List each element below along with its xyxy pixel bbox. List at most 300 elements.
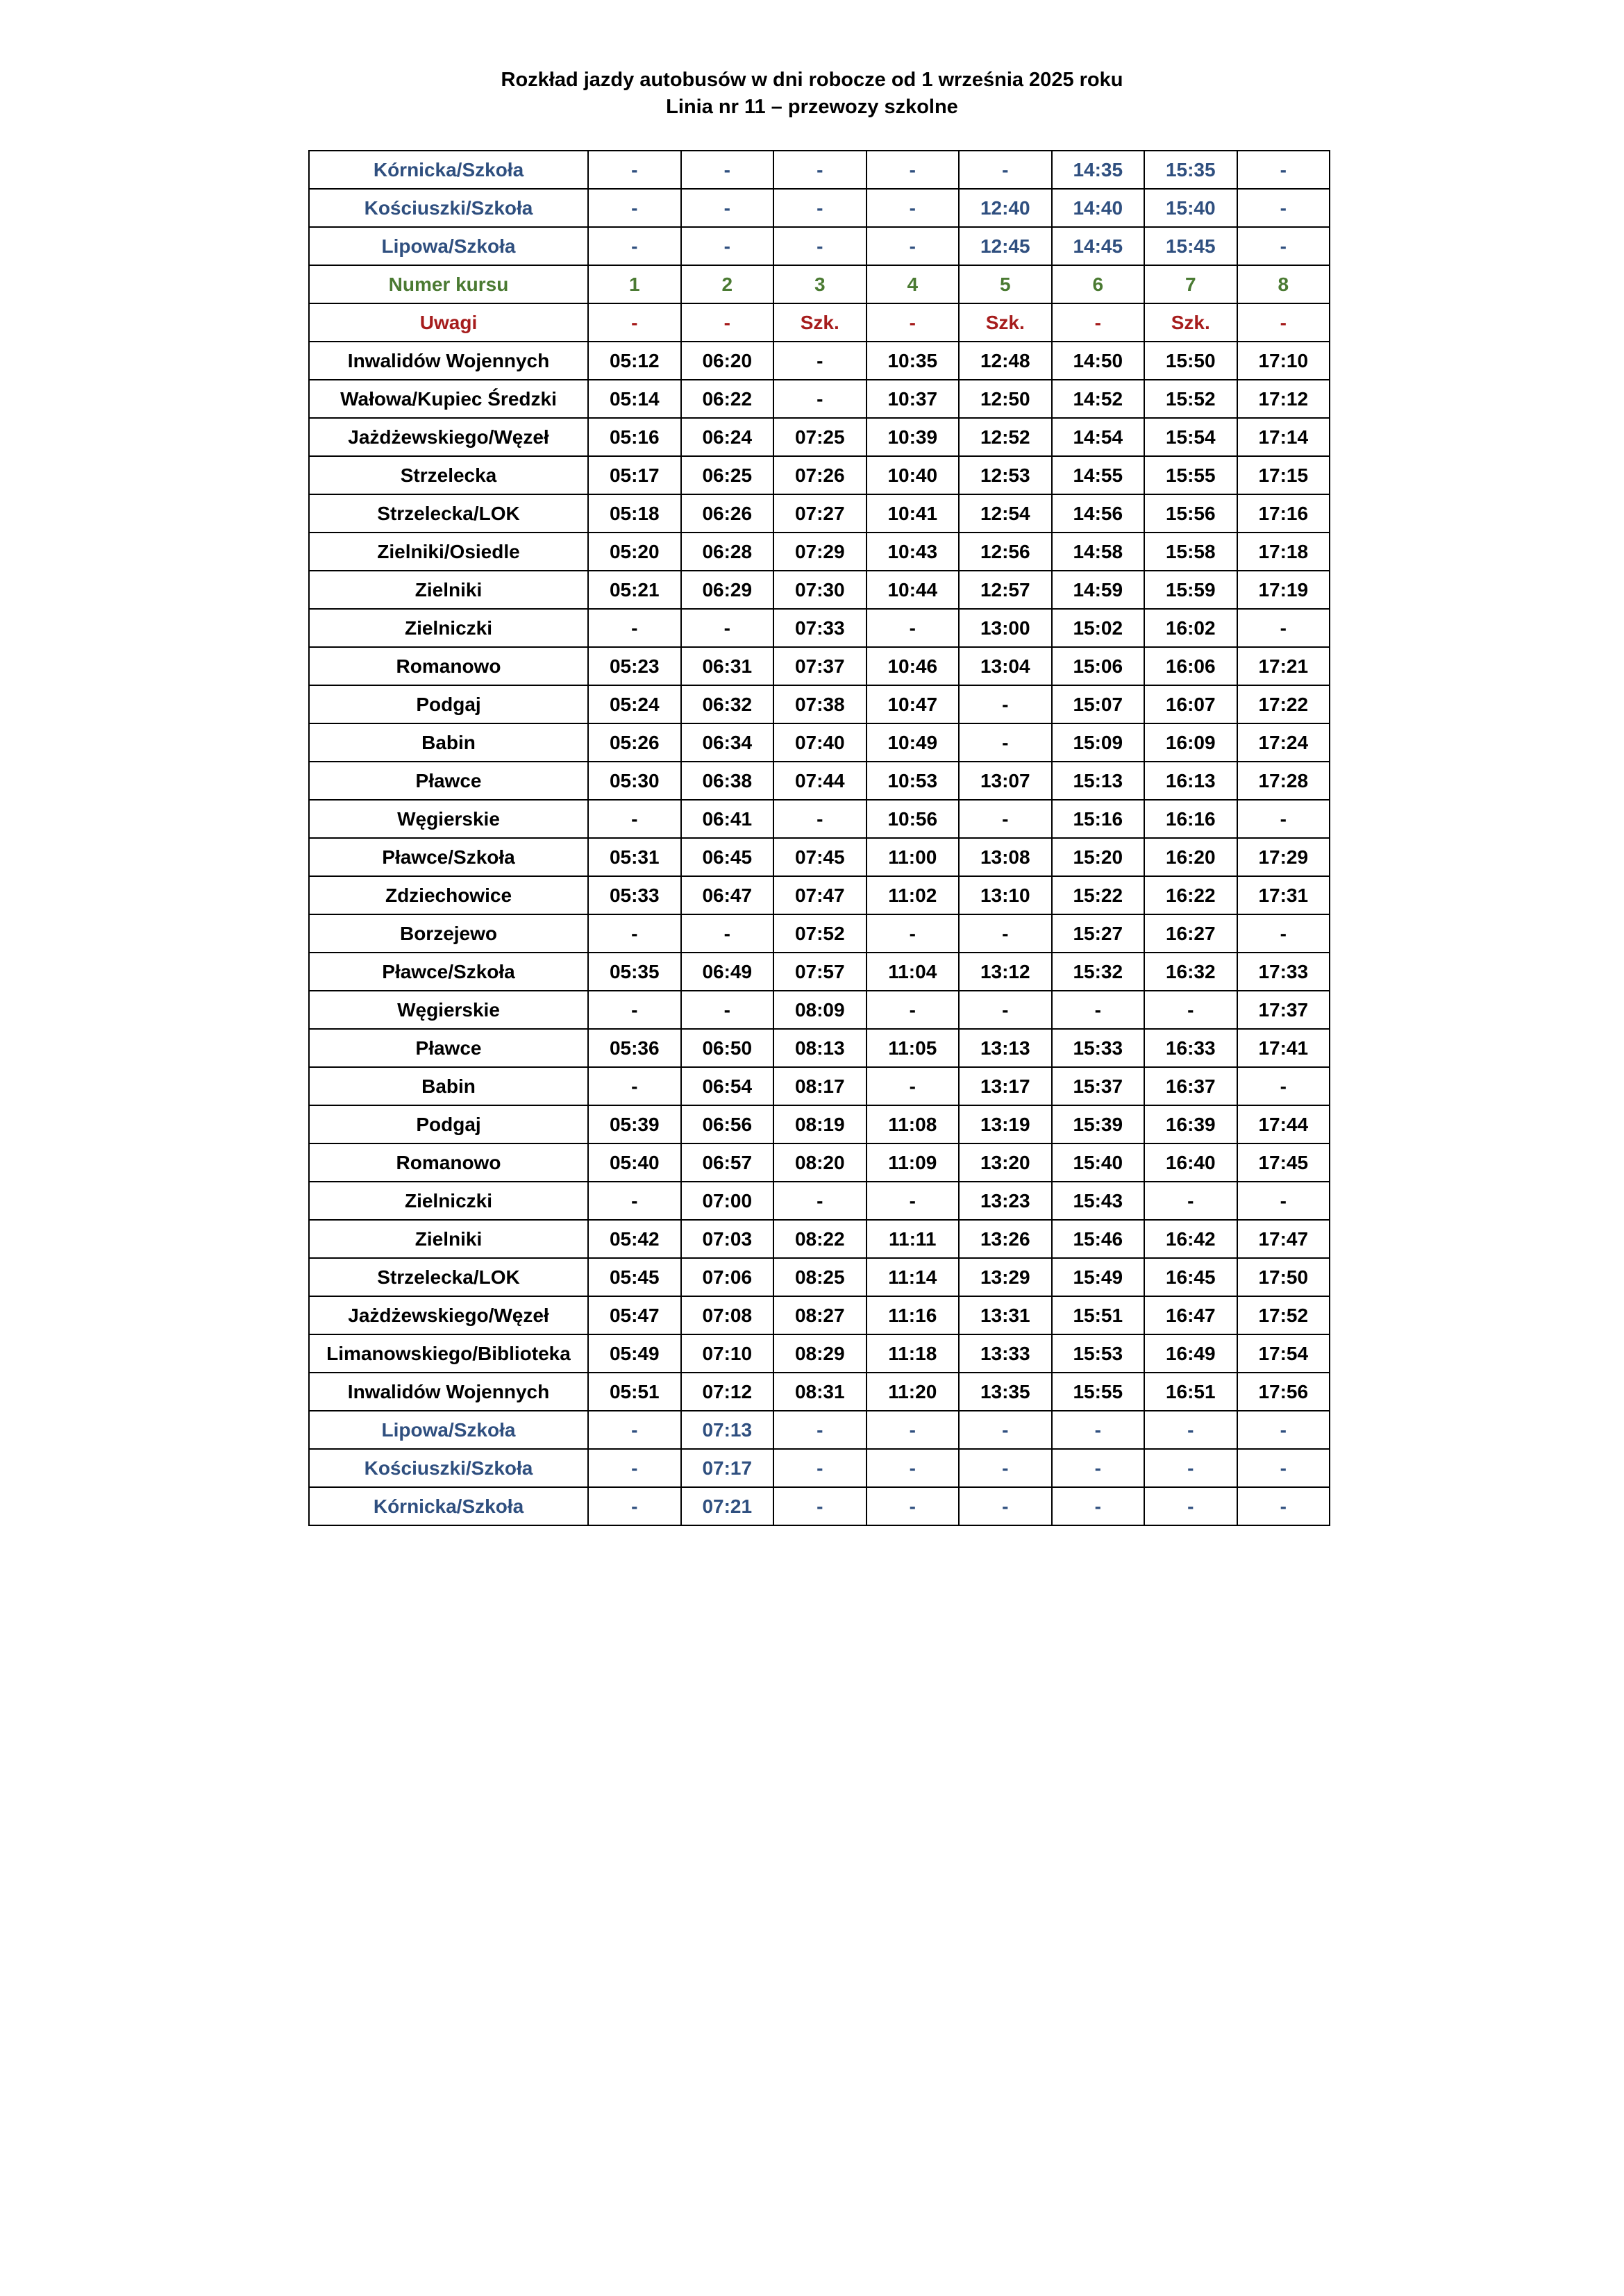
time-cell: 13:23 <box>959 1182 1052 1220</box>
time-cell: 15:35 <box>1144 151 1237 189</box>
table-row <box>309 1143 1330 1182</box>
time-cell: 17:16 <box>1237 494 1330 533</box>
time-cell: - <box>867 991 960 1029</box>
time-cell: 06:47 <box>681 876 774 914</box>
time-cell: 1 <box>588 265 681 303</box>
time-cell: 15:43 <box>1052 1182 1145 1220</box>
time-cell: 15:58 <box>1144 533 1237 571</box>
time-cell: 17:54 <box>1237 1334 1330 1373</box>
time-cell: 08:09 <box>773 991 867 1029</box>
time-cell: 14:59 <box>1052 571 1145 609</box>
time-cell: 17:37 <box>1237 991 1330 1029</box>
table-row <box>309 265 1330 303</box>
time-cell: 16:07 <box>1144 685 1237 723</box>
time-cell: 12:54 <box>959 494 1052 533</box>
document-title <box>0 67 1624 121</box>
time-cell: 07:47 <box>773 876 867 914</box>
time-cell: - <box>1237 800 1330 838</box>
time-cell: 17:19 <box>1237 571 1330 609</box>
time-cell: 16:06 <box>1144 647 1237 685</box>
time-cell: 17:47 <box>1237 1220 1330 1258</box>
time-cell: 13:19 <box>959 1105 1052 1143</box>
time-cell: - <box>1052 303 1145 342</box>
time-cell: - <box>588 1449 681 1487</box>
time-cell: 08:20 <box>773 1143 867 1182</box>
time-cell: 12:52 <box>959 418 1052 456</box>
time-cell: - <box>1144 1182 1237 1220</box>
time-cell: 15:51 <box>1052 1296 1145 1334</box>
time-cell: - <box>959 723 1052 762</box>
table-row <box>309 1029 1330 1067</box>
time-cell: 17:18 <box>1237 533 1330 571</box>
time-cell: 05:47 <box>588 1296 681 1334</box>
time-cell: 17:31 <box>1237 876 1330 914</box>
time-cell: 10:44 <box>867 571 960 609</box>
time-cell: 17:10 <box>1237 342 1330 380</box>
time-cell: - <box>773 151 867 189</box>
time-cell: - <box>588 914 681 953</box>
time-cell: Szk. <box>1144 303 1237 342</box>
table-row <box>309 494 1330 533</box>
time-cell: - <box>773 1411 867 1449</box>
time-cell: 13:31 <box>959 1296 1052 1334</box>
time-cell: 12:45 <box>959 227 1052 265</box>
time-cell: 15:13 <box>1052 762 1145 800</box>
time-cell: - <box>1237 303 1330 342</box>
time-cell: 15:40 <box>1144 189 1237 227</box>
time-cell: - <box>1237 609 1330 647</box>
table-row <box>309 151 1330 189</box>
time-cell: 05:16 <box>588 418 681 456</box>
time-cell: 15:39 <box>1052 1105 1145 1143</box>
time-cell: 10:41 <box>867 494 960 533</box>
time-cell: - <box>867 303 960 342</box>
time-cell: 15:06 <box>1052 647 1145 685</box>
time-cell: - <box>773 189 867 227</box>
time-cell: 17:28 <box>1237 762 1330 800</box>
stop-name-cell: Pławce/Szkoła <box>309 838 588 876</box>
time-cell: 05:17 <box>588 456 681 494</box>
time-cell: 07:10 <box>681 1334 774 1373</box>
stop-name-cell: Wałowa/Kupiec Średzki <box>309 380 588 418</box>
time-cell: 05:45 <box>588 1258 681 1296</box>
table-row <box>309 1067 1330 1105</box>
table-row <box>309 380 1330 418</box>
time-cell: 11:04 <box>867 953 960 991</box>
time-cell: - <box>773 1487 867 1525</box>
table-row <box>309 1449 1330 1487</box>
time-cell: - <box>867 609 960 647</box>
time-cell: 16:47 <box>1144 1296 1237 1334</box>
time-cell: Szk. <box>773 303 867 342</box>
time-cell: 05:26 <box>588 723 681 762</box>
table-row <box>309 914 1330 953</box>
time-cell: - <box>1237 1067 1330 1105</box>
time-cell: 07:26 <box>773 456 867 494</box>
time-cell: 15:49 <box>1052 1258 1145 1296</box>
table-row <box>309 571 1330 609</box>
time-cell: 12:53 <box>959 456 1052 494</box>
time-cell: 13:07 <box>959 762 1052 800</box>
time-cell: 06:31 <box>681 647 774 685</box>
time-cell: 16:49 <box>1144 1334 1237 1373</box>
time-cell: 16:32 <box>1144 953 1237 991</box>
time-cell: - <box>1144 1487 1237 1525</box>
time-cell: 10:40 <box>867 456 960 494</box>
time-cell: 07:40 <box>773 723 867 762</box>
time-cell: 12:56 <box>959 533 1052 571</box>
time-cell: 16:02 <box>1144 609 1237 647</box>
time-cell: 15:02 <box>1052 609 1145 647</box>
table-row <box>309 953 1330 991</box>
stop-name-cell: Zdziechowice <box>309 876 588 914</box>
time-cell: 11:08 <box>867 1105 960 1143</box>
time-cell: 17:21 <box>1237 647 1330 685</box>
time-cell: 06:45 <box>681 838 774 876</box>
stop-name-cell: Romanowo <box>309 647 588 685</box>
time-cell: 07:13 <box>681 1411 774 1449</box>
time-cell: 15:52 <box>1144 380 1237 418</box>
time-cell: - <box>1052 1487 1145 1525</box>
time-cell: 11:00 <box>867 838 960 876</box>
time-cell: 15:45 <box>1144 227 1237 265</box>
time-cell: 07:12 <box>681 1373 774 1411</box>
time-cell: 17:29 <box>1237 838 1330 876</box>
time-cell: 07:57 <box>773 953 867 991</box>
title-line-1: Rozkład jazdy autobusów w dni robocze od 1 września 2025 roku <box>501 69 1123 91</box>
time-cell: 14:54 <box>1052 418 1145 456</box>
table-row <box>309 876 1330 914</box>
time-cell: - <box>773 227 867 265</box>
time-cell: 06:50 <box>681 1029 774 1067</box>
table-row <box>309 189 1330 227</box>
time-cell: - <box>959 991 1052 1029</box>
time-cell: 07:17 <box>681 1449 774 1487</box>
time-cell: 08:25 <box>773 1258 867 1296</box>
time-cell: 06:25 <box>681 456 774 494</box>
table-row <box>309 991 1330 1029</box>
time-cell: 06:32 <box>681 685 774 723</box>
time-cell: 17:14 <box>1237 418 1330 456</box>
time-cell: 10:39 <box>867 418 960 456</box>
time-cell: 17:12 <box>1237 380 1330 418</box>
time-cell: - <box>1237 227 1330 265</box>
time-cell: 17:33 <box>1237 953 1330 991</box>
time-cell: 13:35 <box>959 1373 1052 1411</box>
time-cell: 06:38 <box>681 762 774 800</box>
time-cell: - <box>588 1182 681 1220</box>
time-cell: 15:09 <box>1052 723 1145 762</box>
time-cell: - <box>1052 991 1145 1029</box>
time-cell: 13:29 <box>959 1258 1052 1296</box>
table-row <box>309 685 1330 723</box>
time-cell: 10:49 <box>867 723 960 762</box>
time-cell: 13:17 <box>959 1067 1052 1105</box>
time-cell: 10:47 <box>867 685 960 723</box>
time-cell: 15:27 <box>1052 914 1145 953</box>
table-row <box>309 1296 1330 1334</box>
stop-name-cell: Borzejewo <box>309 914 588 953</box>
time-cell: - <box>867 1182 960 1220</box>
time-cell: - <box>773 1182 867 1220</box>
time-cell: 08:29 <box>773 1334 867 1373</box>
stop-name-cell: Inwalidów Wojennych <box>309 1373 588 1411</box>
time-cell: - <box>681 227 774 265</box>
table-row <box>309 418 1330 456</box>
time-cell: 11:16 <box>867 1296 960 1334</box>
time-cell: - <box>959 914 1052 953</box>
time-cell: 05:39 <box>588 1105 681 1143</box>
time-cell: 08:19 <box>773 1105 867 1143</box>
time-cell: 17:52 <box>1237 1296 1330 1334</box>
time-cell: 07:29 <box>773 533 867 571</box>
time-cell: 13:08 <box>959 838 1052 876</box>
table-row <box>309 1105 1330 1143</box>
time-cell: - <box>1052 1449 1145 1487</box>
table-row <box>309 1373 1330 1411</box>
table-row <box>309 1220 1330 1258</box>
stop-name-cell: Jażdżewskiego/Węzeł <box>309 1296 588 1334</box>
stop-name-cell: Inwalidów Wojennych <box>309 342 588 380</box>
time-cell: 17:56 <box>1237 1373 1330 1411</box>
time-cell: 05:36 <box>588 1029 681 1067</box>
time-cell: 16:20 <box>1144 838 1237 876</box>
table-row <box>309 1182 1330 1220</box>
time-cell: 15:54 <box>1144 418 1237 456</box>
time-cell: 05:12 <box>588 342 681 380</box>
time-cell: 07:06 <box>681 1258 774 1296</box>
time-cell: - <box>681 914 774 953</box>
time-cell: - <box>681 151 774 189</box>
stop-name-cell: Pławce/Szkoła <box>309 953 588 991</box>
time-cell: 05:18 <box>588 494 681 533</box>
time-cell: - <box>681 303 774 342</box>
title-line-2: Linia nr 11 – przewozy szkolne <box>666 96 958 118</box>
time-cell: 05:23 <box>588 647 681 685</box>
time-cell: 06:20 <box>681 342 774 380</box>
time-cell: 17:24 <box>1237 723 1330 762</box>
table-row <box>309 342 1330 380</box>
time-cell: 10:37 <box>867 380 960 418</box>
stop-name-cell: Strzelecka/LOK <box>309 1258 588 1296</box>
time-cell: 05:21 <box>588 571 681 609</box>
table-row <box>309 533 1330 571</box>
stop-name-cell: Kościuszki/Szkoła <box>309 1449 588 1487</box>
time-cell: - <box>1237 189 1330 227</box>
time-cell: - <box>1052 1411 1145 1449</box>
time-cell: 06:54 <box>681 1067 774 1105</box>
time-cell: 06:24 <box>681 418 774 456</box>
time-cell: 14:55 <box>1052 456 1145 494</box>
time-cell: - <box>588 151 681 189</box>
time-cell: - <box>867 227 960 265</box>
time-cell: 11:09 <box>867 1143 960 1182</box>
time-cell: 07:38 <box>773 685 867 723</box>
time-cell: - <box>681 189 774 227</box>
time-cell: 17:45 <box>1237 1143 1330 1182</box>
timetable-table <box>308 150 1330 1526</box>
time-cell: - <box>1144 991 1237 1029</box>
time-cell: 15:40 <box>1052 1143 1145 1182</box>
time-cell: 14:58 <box>1052 533 1145 571</box>
time-cell: - <box>588 1067 681 1105</box>
time-cell: 8 <box>1237 265 1330 303</box>
time-cell: 17:41 <box>1237 1029 1330 1067</box>
time-cell: 05:20 <box>588 533 681 571</box>
time-cell: 15:53 <box>1052 1334 1145 1373</box>
table-row <box>309 762 1330 800</box>
time-cell: 15:32 <box>1052 953 1145 991</box>
time-cell: 06:56 <box>681 1105 774 1143</box>
time-cell: 14:45 <box>1052 227 1145 265</box>
table-row <box>309 838 1330 876</box>
stop-name-cell: Jażdżewskiego/Węzeł <box>309 418 588 456</box>
stop-name-cell: Numer kursu <box>309 265 588 303</box>
time-cell: 10:56 <box>867 800 960 838</box>
time-cell: 16:16 <box>1144 800 1237 838</box>
time-cell: 16:09 <box>1144 723 1237 762</box>
time-cell: 14:40 <box>1052 189 1145 227</box>
stop-name-cell: Zielniki <box>309 1220 588 1258</box>
time-cell: 06:22 <box>681 380 774 418</box>
table-row <box>309 1411 1330 1449</box>
time-cell: - <box>588 227 681 265</box>
time-cell: 5 <box>959 265 1052 303</box>
time-cell: 7 <box>1144 265 1237 303</box>
time-cell: 05:14 <box>588 380 681 418</box>
time-cell: Szk. <box>959 303 1052 342</box>
table-row <box>309 723 1330 762</box>
stop-name-cell: Lipowa/Szkoła <box>309 227 588 265</box>
time-cell: 17:15 <box>1237 456 1330 494</box>
time-cell: 05:30 <box>588 762 681 800</box>
stop-name-cell: Podgaj <box>309 1105 588 1143</box>
time-cell: 16:45 <box>1144 1258 1237 1296</box>
time-cell: 16:33 <box>1144 1029 1237 1067</box>
time-cell: - <box>867 914 960 953</box>
time-cell: - <box>867 1411 960 1449</box>
time-cell: 16:37 <box>1144 1067 1237 1105</box>
time-cell: - <box>588 609 681 647</box>
time-cell: 15:20 <box>1052 838 1145 876</box>
time-cell: - <box>1237 1449 1330 1487</box>
time-cell: 16:39 <box>1144 1105 1237 1143</box>
time-cell: - <box>588 189 681 227</box>
time-cell: 06:57 <box>681 1143 774 1182</box>
time-cell: 07:52 <box>773 914 867 953</box>
time-cell: 06:49 <box>681 953 774 991</box>
time-cell: 14:52 <box>1052 380 1145 418</box>
time-cell: 05:40 <box>588 1143 681 1182</box>
time-cell: - <box>959 1487 1052 1525</box>
time-cell: - <box>588 303 681 342</box>
table-row <box>309 456 1330 494</box>
time-cell: 10:53 <box>867 762 960 800</box>
time-cell: 05:33 <box>588 876 681 914</box>
time-cell: 07:03 <box>681 1220 774 1258</box>
time-cell: 11:14 <box>867 1258 960 1296</box>
time-cell: 11:20 <box>867 1373 960 1411</box>
time-cell: 13:26 <box>959 1220 1052 1258</box>
stop-name-cell: Kościuszki/Szkoła <box>309 189 588 227</box>
stop-name-cell: Romanowo <box>309 1143 588 1182</box>
stop-name-cell: Strzelecka <box>309 456 588 494</box>
time-cell: 06:26 <box>681 494 774 533</box>
time-cell: 07:33 <box>773 609 867 647</box>
time-cell: 16:27 <box>1144 914 1237 953</box>
time-cell: - <box>959 800 1052 838</box>
time-cell: - <box>867 1487 960 1525</box>
time-cell: - <box>681 609 774 647</box>
time-cell: 12:48 <box>959 342 1052 380</box>
time-cell: - <box>773 380 867 418</box>
time-cell: 4 <box>867 265 960 303</box>
table-row <box>309 647 1330 685</box>
time-cell: 16:13 <box>1144 762 1237 800</box>
time-cell: 15:56 <box>1144 494 1237 533</box>
time-cell: 16:22 <box>1144 876 1237 914</box>
table-row <box>309 800 1330 838</box>
time-cell: 14:35 <box>1052 151 1145 189</box>
time-cell: 08:31 <box>773 1373 867 1411</box>
time-cell: 15:55 <box>1144 456 1237 494</box>
time-cell: - <box>1237 1411 1330 1449</box>
time-cell: 15:37 <box>1052 1067 1145 1105</box>
time-cell: - <box>773 1449 867 1487</box>
time-cell: 11:11 <box>867 1220 960 1258</box>
time-cell: 05:49 <box>588 1334 681 1373</box>
time-cell: 15:50 <box>1144 342 1237 380</box>
stop-name-cell: Węgierskie <box>309 800 588 838</box>
timetable-body <box>309 151 1330 1525</box>
time-cell: - <box>959 685 1052 723</box>
time-cell: - <box>681 991 774 1029</box>
time-cell: 08:22 <box>773 1220 867 1258</box>
stop-name-cell: Babin <box>309 1067 588 1105</box>
time-cell: 16:40 <box>1144 1143 1237 1182</box>
stop-name-cell: Podgaj <box>309 685 588 723</box>
time-cell: 10:43 <box>867 533 960 571</box>
stop-name-cell: Pławce <box>309 1029 588 1067</box>
time-cell: 05:31 <box>588 838 681 876</box>
time-cell: 07:45 <box>773 838 867 876</box>
time-cell: 08:13 <box>773 1029 867 1067</box>
time-cell: 11:18 <box>867 1334 960 1373</box>
time-cell: 12:40 <box>959 189 1052 227</box>
time-cell: 15:59 <box>1144 571 1237 609</box>
time-cell: 11:05 <box>867 1029 960 1067</box>
time-cell: - <box>1144 1449 1237 1487</box>
time-cell: - <box>1237 1487 1330 1525</box>
stop-name-cell: Zielniczki <box>309 1182 588 1220</box>
time-cell: 06:34 <box>681 723 774 762</box>
table-row <box>309 1258 1330 1296</box>
time-cell: 06:41 <box>681 800 774 838</box>
time-cell: - <box>959 1411 1052 1449</box>
time-cell: 07:25 <box>773 418 867 456</box>
time-cell: 15:55 <box>1052 1373 1145 1411</box>
time-cell: - <box>588 800 681 838</box>
time-cell: 05:51 <box>588 1373 681 1411</box>
table-row <box>309 227 1330 265</box>
time-cell: 06:29 <box>681 571 774 609</box>
time-cell: - <box>773 342 867 380</box>
time-cell: 10:35 <box>867 342 960 380</box>
time-cell: - <box>867 1067 960 1105</box>
time-cell: 07:44 <box>773 762 867 800</box>
time-cell: 6 <box>1052 265 1145 303</box>
stop-name-cell: Lipowa/Szkoła <box>309 1411 588 1449</box>
